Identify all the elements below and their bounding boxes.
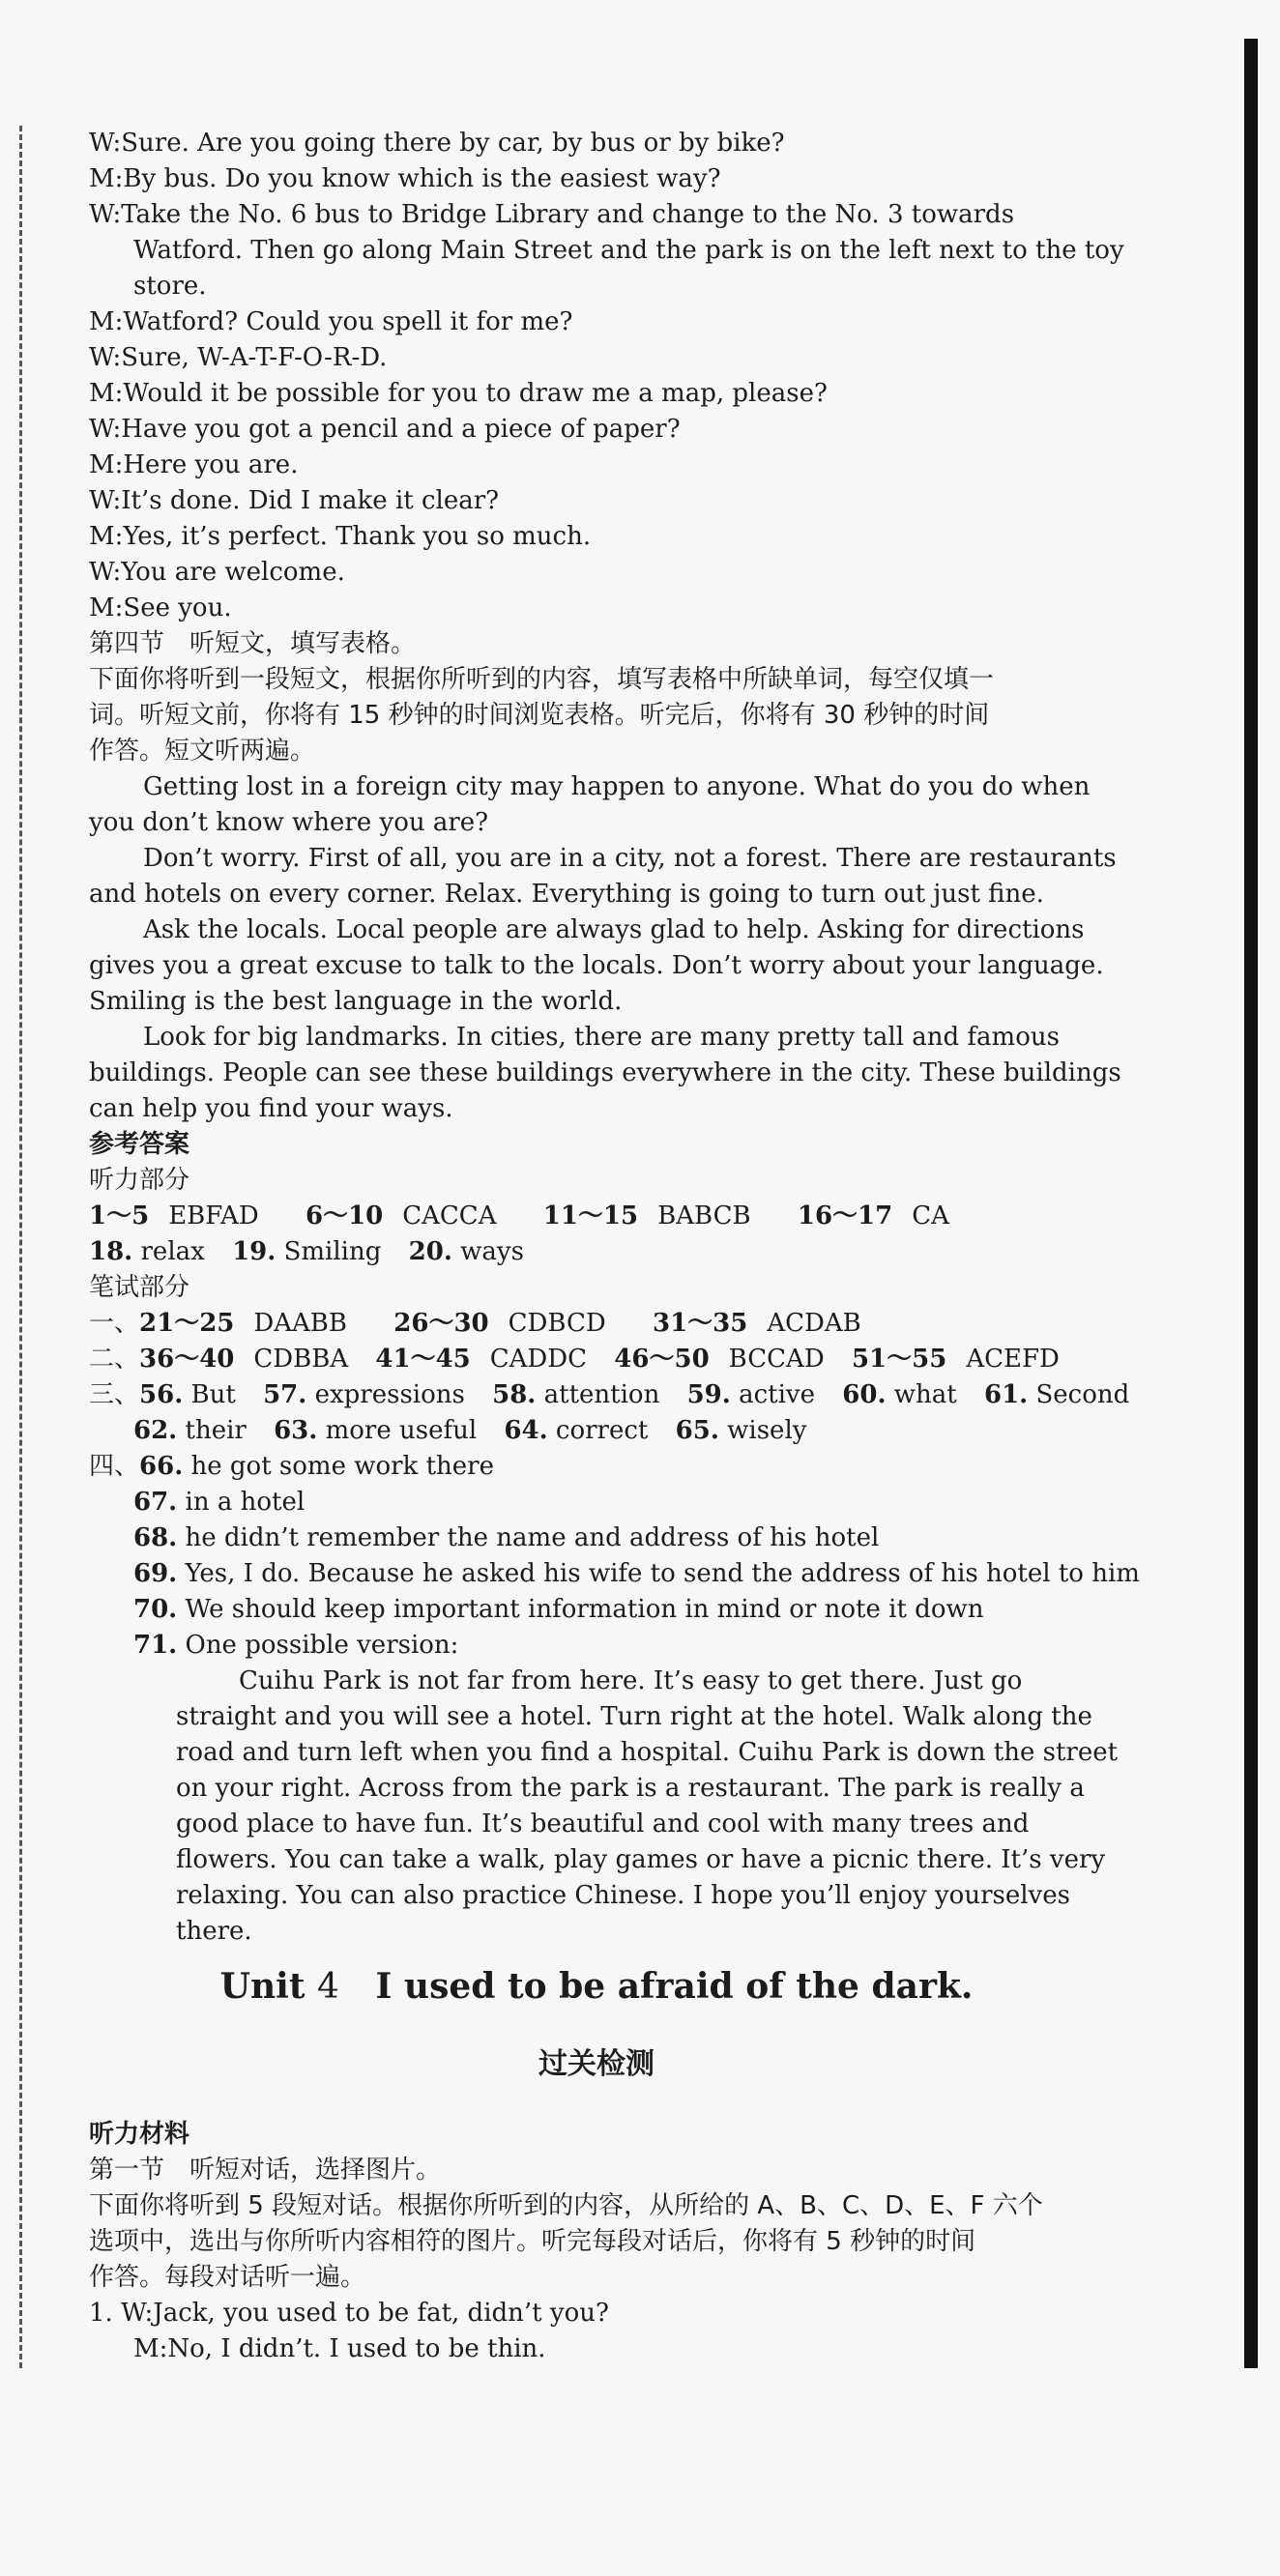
unit-title-text: I used to be afraid of the dark. xyxy=(375,1966,974,2007)
part4-answer: 67. in a hotel xyxy=(133,1488,305,1517)
section1-instruction: 作答。每段对话听一遍。 xyxy=(89,2263,366,2292)
dialogue-line: W:Take the No. 6 bus to Bridge Library and change to the No. 3 towards xyxy=(89,200,1015,229)
listening-heading: 听力部分 xyxy=(89,1166,190,1195)
passage-line: Getting lost in a foreign city may happen to anyone. What do you do when xyxy=(143,772,1091,801)
dialogue-line: M:No, I didn’t. I used to be thin. xyxy=(133,2334,546,2363)
passage-line: Look for big landmarks. In cities, there are many pretty tall and famous xyxy=(143,1023,1060,1052)
part4-answer: 68. he didn’t remember the name and address of his hotel xyxy=(133,1523,880,1552)
passage-line: and hotels on every corner. Relax. Everything is going to turn out just fine. xyxy=(89,880,1044,909)
unit-label: Unit xyxy=(219,1966,305,2007)
dialogue-line: W:You are welcome. xyxy=(89,558,345,587)
section4-heading: 第四节 听短文，填写表格。 xyxy=(89,629,417,658)
section4-instruction: 下面你将听到一段短文，根据你所听到的内容，填写表格中所缺单词，每空仅填一 xyxy=(89,665,995,694)
passage-line: Don’t worry. First of all, you are in a city, not a forest. There are restaurants xyxy=(143,844,1117,873)
passage-line: Ask the locals. Local people are always glad to help. Asking for directions xyxy=(143,915,1085,944)
dialogue-line: W:Have you got a pencil and a piece of paper? xyxy=(89,415,681,444)
listening-answers-row: 1～5 EBFAD 6～10 CACCA 11～15 BABCB 16～17 CA xyxy=(89,1201,949,1230)
essay-line: there. xyxy=(176,1917,252,1946)
part1-answers-row: 一、21～25 DAABB 26～30 CDBCD 31～35 ACDAB xyxy=(89,1309,861,1338)
writing-heading: 笔试部分 xyxy=(89,1273,190,1302)
dialogue-line: M:Yes, it’s perfect. Thank you so much. xyxy=(89,522,592,551)
part4-answer: 69. Yes, I do. Because he asked his wife to send the address of his hotel to him xyxy=(133,1559,1140,1588)
dialogue-line: store. xyxy=(133,272,207,301)
binding-margin-line xyxy=(19,126,22,2368)
dialogue-line: W:Sure. Are you going there by car, by bus or by bike? xyxy=(89,129,785,158)
essay-line: good place to have fun. It’s beautiful and cool with many trees and xyxy=(176,1809,1030,1838)
essay-line: flowers. You can take a walk, play games or have a picnic there. It’s very xyxy=(176,1845,1106,1874)
answers-heading: 参考答案 xyxy=(89,1130,190,1159)
passage-line: Smiling is the best language in the world. xyxy=(89,987,623,1016)
part3-answers-row: 62. their 63. more useful 64. correct 65. wisely xyxy=(133,1416,807,1445)
essay-line: road and turn left when you find a hospital. Cuihu Park is down the street xyxy=(176,1738,1119,1767)
section1-heading: 第一节 听短对话，选择图片。 xyxy=(89,2156,442,2185)
part4-answer: 70. We should keep important information in mind or note it down xyxy=(133,1595,984,1624)
part2-answers-row: 二、36～40 CDBBA 41～45 CADDC 46～50 BCCAD 51～55 ACEFD xyxy=(89,1345,1060,1374)
essay-line: straight and you will see a hotel. Turn right at the hotel. Walk along the xyxy=(176,1702,1092,1731)
essay-line: relaxing. You can also practice Chinese. I hope you’ll enjoy yourselves xyxy=(176,1881,1070,1910)
essay-line: Cuihu Park is not far from here. It’s easy to get there. Just go xyxy=(239,1666,1023,1695)
passage-line: you don’t know where you are? xyxy=(89,808,489,837)
listening-material-heading: 听力材料 xyxy=(89,2120,190,2149)
section4-instruction: 词。听短文前，你将有 15 秒钟的时间浏览表格。听完后，你将有 30 秒钟的时间 xyxy=(89,701,990,730)
part4-answer: 四、66. he got some work there xyxy=(89,1452,494,1481)
passage-line: buildings. People can see these buildings everywhere in the city. These buildings xyxy=(89,1058,1121,1087)
unit-number: 4 xyxy=(317,1967,339,2007)
part4-answer: 71. One possible version: xyxy=(133,1631,459,1660)
dialogue-line: M:See you. xyxy=(89,593,232,622)
dialogue-line: M:By bus. Do you know which is the easiest way? xyxy=(89,164,721,193)
dialogue-line: M:Would it be possible for you to draw me a map, please? xyxy=(89,379,828,408)
test-title: 过关检测 xyxy=(538,2047,655,2081)
page-edge-bar xyxy=(1244,39,1258,2368)
passage-line: gives you a great excuse to talk to the locals. Don’t worry about your language. xyxy=(89,951,1104,980)
section1-instruction: 选项中，选出与你所听内容相符的图片。听完每段对话后，你将有 5 秒钟的时间 xyxy=(89,2227,976,2256)
dialogue-line: M:Watford? Could you spell it for me? xyxy=(89,307,573,336)
dialogue-line: 1. W:Jack, you used to be fat, didn’t you? xyxy=(89,2299,609,2328)
dialogue-line: W:It’s done. Did I make it clear? xyxy=(89,486,500,515)
dialogue-line: M:Here you are. xyxy=(89,450,299,479)
dialogue-line: Watford. Then go along Main Street and the park is on the left next to the toy xyxy=(133,236,1124,265)
passage-line: can help you find your ways. xyxy=(89,1094,453,1123)
section4-instruction: 作答。短文听两遍。 xyxy=(89,737,316,766)
part3-answers-row: 三、56. But 57. expressions 58. attention 59. active 60. what 61. Second xyxy=(89,1380,1130,1409)
section1-instruction: 下面你将听到 5 段短对话。根据你所听到的内容，从所给的 A、B、C、D、E、F 六个 xyxy=(89,2191,1043,2220)
listening-answers-row: 18. relax 19. Smiling 20. ways xyxy=(89,1237,524,1266)
dialogue-line: W:Sure, W-A-T-F-O-R-D. xyxy=(89,343,388,372)
essay-line: on your right. Across from the park is a restaurant. The park is really a xyxy=(176,1774,1085,1803)
unit-title xyxy=(89,1964,1104,2010)
